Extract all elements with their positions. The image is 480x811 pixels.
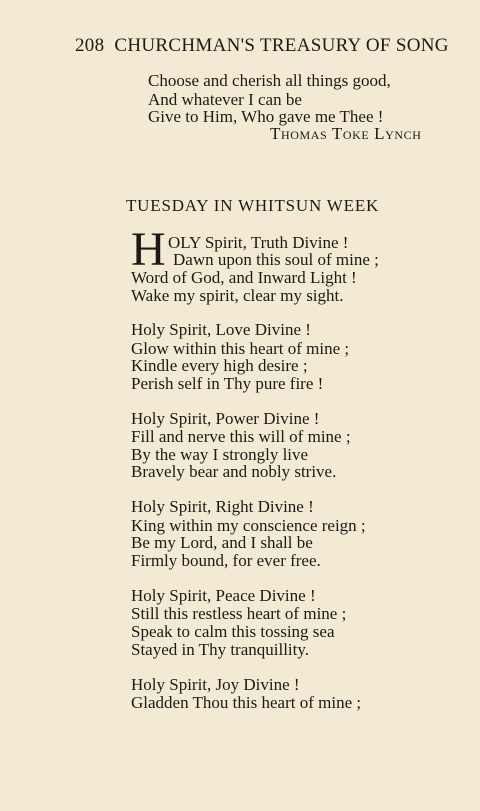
hymn-line: Still this restless heart of mine ; — [131, 604, 347, 623]
hymn-first-line: OLY Spirit, Truth Divine ! — [168, 233, 349, 252]
hymn-line: Holy Spirit, Power Divine ! — [131, 409, 320, 428]
prev-hymn-line: Choose and cherish all things good, — [148, 71, 391, 90]
hymn-line: Fill and nerve this will of mine ; — [131, 427, 351, 446]
hymn-line: Perish self in Thy pure fire ! — [131, 374, 324, 393]
hymn-line: Holy Spirit, Right Divine ! — [131, 497, 314, 516]
hymn-line: Holy Spirit, Joy Divine ! — [131, 675, 300, 694]
hymn-line: Dawn upon this soul of mine ; — [173, 250, 379, 269]
prev-hymn-line: Give to Him, Who gave me Thee ! — [148, 107, 384, 126]
hymn-line: Wake my spirit, clear my sight. — [131, 286, 344, 305]
hymn-line: Gladden Thou this heart of mine ; — [131, 693, 362, 712]
hymn-line: Firmly bound, for ever free. — [131, 551, 321, 570]
hymn-line: Holy Spirit, Love Divine ! — [131, 320, 311, 339]
hymn-line: Speak to calm this tossing sea — [131, 622, 335, 641]
hymn-title: TUESDAY IN WHITSUN WEEK — [126, 196, 380, 215]
drop-cap: H — [131, 223, 166, 276]
hymn-line: By the way I strongly live — [131, 445, 309, 464]
page-number: 208 — [75, 35, 105, 56]
hymn-line: Kindle every high desire ; — [131, 356, 308, 375]
hymn-line: King within my conscience reign ; — [131, 516, 366, 535]
hymn-line: Word of God, and Inward Light ! — [131, 268, 357, 287]
hymn-line: Be my Lord, and I shall be — [131, 533, 313, 552]
prev-hymn-line: And whatever I can be — [148, 90, 302, 109]
hymn-line: Glow within this heart of mine ; — [131, 339, 350, 358]
hymn-line: Stayed in Thy tranquillity. — [131, 640, 310, 659]
hymn-line: Bravely bear and nobly strive. — [131, 462, 337, 481]
running-title: CHURCHMAN'S TREASURY OF SONG — [114, 35, 449, 56]
running-header — [75, 35, 449, 57]
prev-hymn-author: Thomas Toke Lynch — [270, 124, 422, 143]
hymn-line: Holy Spirit, Peace Divine ! — [131, 586, 316, 605]
